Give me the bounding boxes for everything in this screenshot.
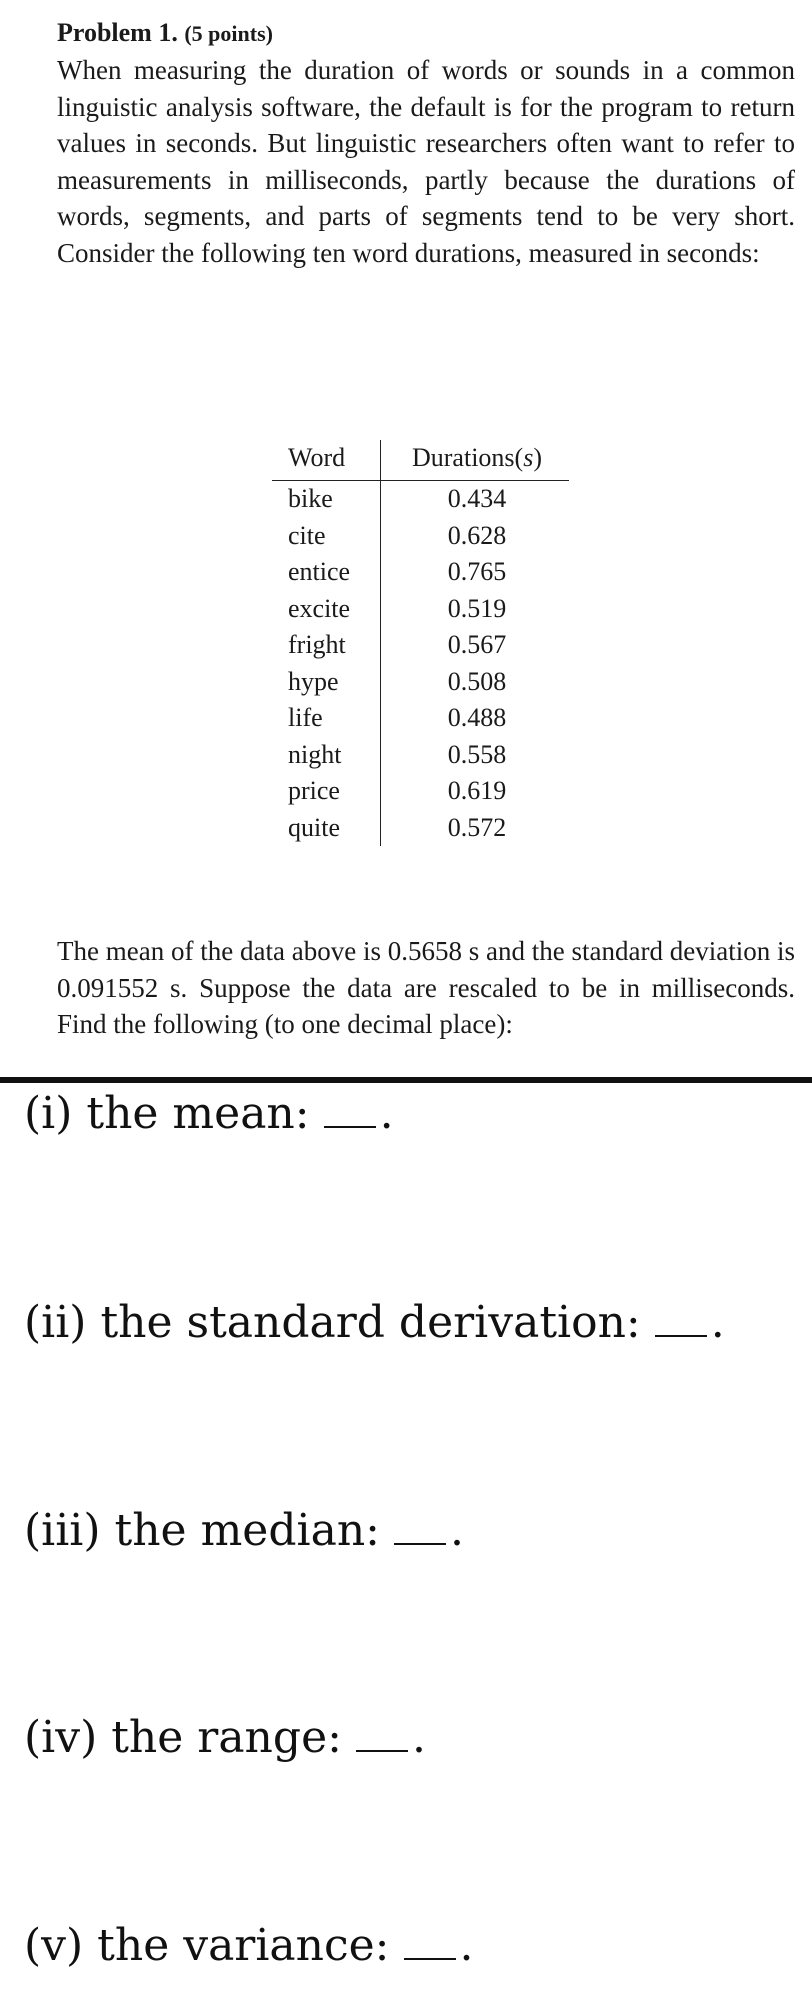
table-row (272, 518, 569, 555)
duration-cell: 0.519 (381, 591, 570, 628)
table-header-row (272, 440, 569, 481)
word-cell: life (288, 703, 323, 732)
table-row (272, 554, 569, 591)
table-row (272, 737, 569, 774)
section-divider (0, 1077, 812, 1083)
duration-cell: 0.567 (381, 627, 570, 664)
problem-heading (57, 18, 797, 48)
duration-cell: 0.558 (381, 737, 570, 774)
duration-cell: 0.765 (381, 554, 570, 591)
header-word: Word (272, 440, 381, 481)
duration-table (272, 440, 569, 846)
word-cell: bike (288, 484, 333, 513)
duration-cell: 0.628 (381, 518, 570, 555)
question-label: (iii) the median: (24, 1505, 380, 1556)
duration-cell: 0.488 (381, 700, 570, 737)
word-cell: quite (288, 812, 340, 842)
table-row (272, 591, 569, 628)
word-cell: night (288, 739, 342, 769)
word-cell: entice (288, 557, 351, 586)
header-duration-close: ) (533, 443, 542, 472)
question-mean (24, 1088, 394, 1139)
question-period: . (379, 1088, 394, 1139)
table-row (272, 810, 569, 847)
word-cell: price (288, 776, 340, 805)
answer-blank[interactable] (394, 1507, 446, 1545)
word-cell: excite (288, 593, 351, 623)
problem-points: (5 points) (184, 21, 273, 46)
duration-cell: 0.434 (381, 481, 570, 518)
table-row (272, 664, 569, 701)
problem-block (57, 18, 797, 271)
question-period: . (459, 1920, 474, 1971)
question-label: (v) the variance: (24, 1920, 390, 1971)
question-period: . (710, 1297, 725, 1348)
question-label: (ii) the standard derivation: (24, 1297, 641, 1348)
question-range (24, 1712, 426, 1763)
data-summary: The mean of the data above is 0.5658 s and the standard deviation is 0.091552 s. Suppose the data are rescaled to be in milliseconds. Find the following (to one decimal place): (57, 936, 795, 1039)
table-row (272, 481, 569, 518)
problem-title: Problem 1. (57, 18, 178, 47)
answer-blank[interactable] (404, 1922, 456, 1960)
header-duration-label: Durations( (412, 443, 524, 472)
answer-blank[interactable] (655, 1299, 707, 1337)
table-row (272, 773, 569, 810)
header-duration (381, 440, 570, 481)
table-row (272, 627, 569, 664)
question-variance (24, 1920, 474, 1971)
header-duration-unit: s (523, 443, 534, 472)
word-cell: fright (288, 630, 346, 659)
answer-blank[interactable] (356, 1714, 408, 1752)
question-period: . (411, 1712, 426, 1763)
answer-blank[interactable] (324, 1090, 376, 1128)
duration-cell: 0.619 (381, 773, 570, 810)
question-label: (iv) the range: (24, 1712, 342, 1763)
duration-cell: 0.508 (381, 664, 570, 701)
word-cell: cite (288, 520, 326, 550)
question-label: (i) the mean: (24, 1088, 310, 1139)
problem-intro: When measuring the duration of words or sounds in a common linguistic analysis software, the default is for the program to return values in seconds. But linguistic researchers often want to refer to measurements in milliseconds, partly because the durations of words, segments, and parts of segments tend to be very short. Consider the following ten word durations, measured in seconds: (57, 55, 795, 268)
table-row (272, 700, 569, 737)
question-standard-deviation (24, 1297, 725, 1348)
question-period: . (449, 1505, 464, 1556)
question-median (24, 1505, 464, 1556)
word-cell: hype (288, 666, 339, 696)
duration-cell: 0.572 (381, 810, 570, 847)
